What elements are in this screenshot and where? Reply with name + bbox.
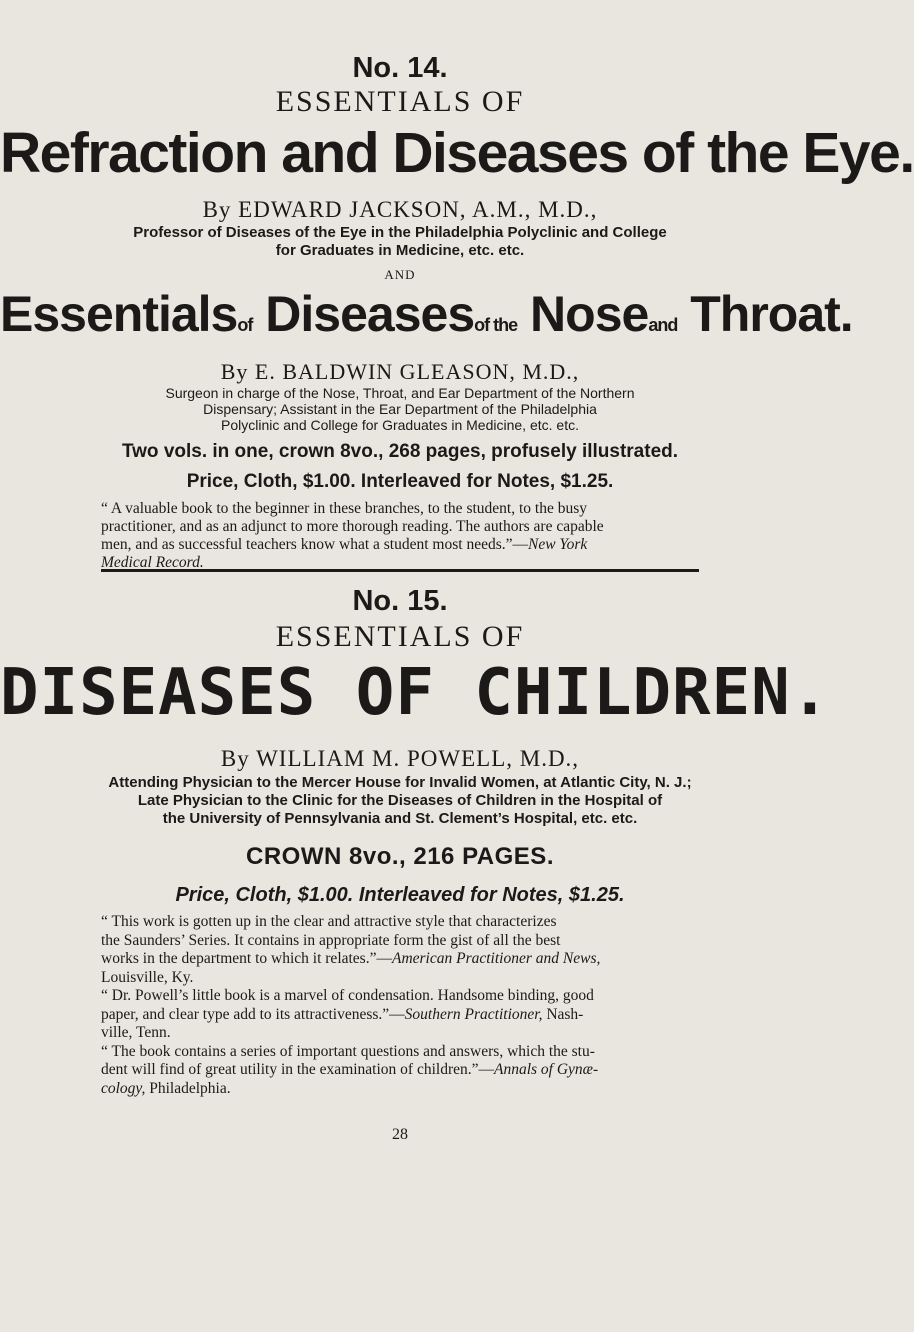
review-line: the Saunders’ Series. It contains in appropriate form the gist of all the best [101, 931, 561, 949]
review-source: Southern Practitioner, [404, 1005, 543, 1023]
review-source: American Practitioner and News, [391, 950, 601, 967]
series-heading-15: ESSENTIALS OF [275, 620, 525, 653]
section-number-14: No. 14. [352, 52, 448, 84]
title-word-throat: Throat. [690, 286, 853, 342]
review-line: practitioner, and as an adjunct to more thorough reading. The authors are capable [101, 518, 604, 535]
review-block-15 [101, 913, 721, 1098]
author-powell-affiliation-1: Attending Physician to the Mercer House for Invalid Women, at Atlantic City, N. J.; [108, 774, 692, 791]
author-gleason-affiliation-1: Surgeon in charge of the Nose, Throat, and Ear Department of the Northern [165, 385, 635, 401]
review-line: “ The book contains a series of important questions and answers, which the stu- [101, 1042, 595, 1060]
book-title-eye: Refraction and Diseases of the Eye. [0, 121, 914, 185]
review-line: Louisville, Ky. [101, 968, 194, 986]
and-separator: AND [384, 267, 416, 282]
author-jackson: By EDWARD JACKSON, A.M., M.D., [202, 197, 598, 222]
review-source: New York [528, 536, 588, 553]
review-block-14 [101, 500, 721, 572]
title-small-of: of [237, 315, 253, 335]
author-gleason: By E. BALDWIN GLEASON, M.D., [220, 359, 580, 384]
price-line-15: Price, Cloth, $1.00. Interleaved for Notes, $1.25. [175, 884, 625, 906]
author-jackson-affiliation-1: Professor of Diseases of the Eye in the Philadelphia Polyclinic and College [133, 224, 667, 241]
review-line: works in the department to which it relates.”—American Practitioner and News, [101, 950, 601, 967]
review-line: men, and as successful teachers know what a student most needs.”—New York [101, 536, 588, 553]
format-line-14: Two vols. in one, crown 8vo., 268 pages, profusely illustrated. [121, 441, 679, 462]
review-line: cology, Philadelphia. [101, 1079, 231, 1097]
review-line: “ Dr. Powell’s little book is a marvel of condensation. Handsome binding, good [101, 987, 594, 1004]
title-word-essentials: Essentials [0, 286, 238, 342]
author-powell-affiliation-3: the University of Pennsylvania and St. Clement’s Hospital, etc. etc. [162, 810, 638, 827]
price-line-14: Price, Cloth, $1.00. Interleaved for Notes, $1.25. [186, 471, 614, 492]
title-word-nose: Nose [530, 286, 649, 342]
author-powell: By WILLIAM M. POWELL, M.D., [220, 746, 580, 771]
book-title-nose-throat [0, 285, 853, 343]
page-number: 28 [392, 1126, 408, 1143]
review-line: “ This work is gotten up in the clear and attractive style that characterizes [101, 913, 557, 930]
section-number-15: No. 15. [352, 585, 448, 617]
review-line: paper, and clear type add to its attractiveness.”—Southern Practitioner, Nash- [101, 1005, 584, 1023]
book-title-children: DISEASES OF CHILDREN. [0, 656, 831, 730]
title-small-of-the: of the [474, 315, 518, 335]
author-jackson-affiliation-2: for Graduates in Medicine, etc. etc. [275, 242, 525, 259]
title-small-and: and [648, 315, 678, 335]
review-source: cology, [101, 1079, 146, 1097]
section-divider [101, 569, 699, 572]
author-gleason-affiliation-3: Polyclinic and College for Graduates in Medicine, etc. etc. [221, 417, 579, 433]
author-powell-affiliation-2: Late Physician to the Clinic for the Diseases of Children in the Hospital of [137, 792, 663, 809]
review-source: Annals of Gynæ- [494, 1061, 599, 1078]
author-gleason-affiliation-2: Dispensary; Assistant in the Ear Department of the Philadelphia [203, 401, 597, 417]
format-line-15: CROWN 8vo., 216 PAGES. [246, 843, 554, 870]
review-line: ville, Tenn. [101, 1024, 171, 1041]
title-word-diseases: Diseases [265, 286, 475, 342]
series-heading-14: ESSENTIALS OF [275, 85, 525, 118]
review-line: dent will find of great utility in the examination of children.”—Annals of Gynæ- [101, 1061, 599, 1078]
review-source: Medical Record. [101, 554, 204, 571]
review-line: “ A valuable book to the beginner in these branches, to the student, to the busy [101, 500, 587, 517]
